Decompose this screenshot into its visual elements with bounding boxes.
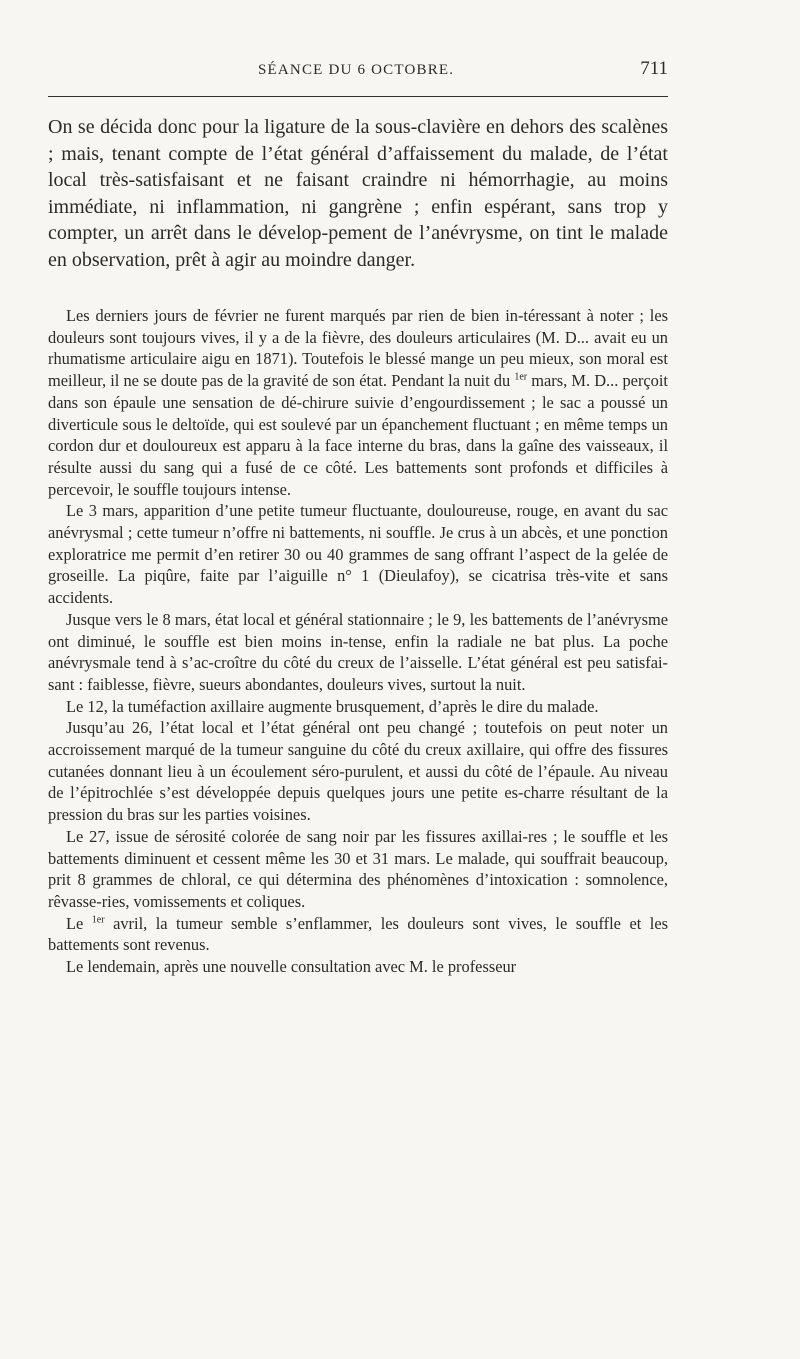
paragraph-text: Le lendemain, après une nouvelle consultation avec M. le professeur xyxy=(66,957,517,977)
paragraph-text: Les derniers jours de février ne furent marqués par rien de bien in-téressant à noter ; les douleurs sont toujours vives, il y a de la fièvre, des douleurs articulaires (M. D... avait eu un rhumatisme articulaire aigu en 1871). Toutefois le blessé mange un peu mieux, son moral est meilleur, il ne se doute pas de la gravité de son état. Pendant la nuit du xyxy=(48,306,668,391)
body-paragraph xyxy=(48,500,668,609)
paragraph-text: Le 27, issue de sérosité colorée de sang noir par les fissures axillai-res ; le souffle et les battements diminuent et cessent même les 30 et 31 mars. Le malade, qui souffrait beaucoup, prit 8 grammes de chloral, ce qui détermina des phénomènes d’intoxication : somnolence, rêvasse-ries, vomissements et coliques. xyxy=(48,826,668,911)
page-number: 711 xyxy=(640,58,668,79)
header-rule xyxy=(48,96,668,97)
lead-paragraph: On se décida donc pour la ligature de la sous-clavière en dehors des scalènes ; mais, tenant compte de l’état général d’affaissement du malade, de l’état local très-satisfaisant et ne faisant craindre ni hémorrhagie, au moins immédiate, ni inflammation, ni gangrène ; enfin espérant, sans trop y compter, un arrêt dans le dévelop-pement de l’anévrysme, on tint le malade en observation, prêt à agir au moindre danger. xyxy=(48,116,668,271)
paragraph-text: Le xyxy=(66,913,92,933)
body-paragraph xyxy=(48,717,668,826)
body-paragraph xyxy=(48,696,668,718)
paragraph-text-continued: mars, M. D... perçoit dans son épaule une sensation de dé-chirure suivie d’engourdissement ; le sac a poussé un diverticule sous le deltoïde, qui est soulevé par un épanchement fluctuant ; en même temps un cordon dur et douloureux est apparu à la face interne du bras, dans la gaîne des vaisseaux, il résulte aussi du sang qui a fusé de ce côté. Les battements sont profonds et difficiles à percevoir, le souffle toujours intense. xyxy=(48,371,668,499)
ordinal-superscript: 1er xyxy=(514,371,528,383)
paragraph-text: Jusqu’au 26, l’état local et l’état général ont peu changé ; toutefois on peut noter un accroissement marqué de la tumeur sanguine du côté du creux axillaire, qui offre des fissures cutanées donnant lieu à un écoulement séro-purulent, et aussi du côté de l’épaule. Au niveau de l’épitrochlée s’est développée depuis quelques jours une petite es-charre résultant de la pression du bras sur les parties voisines. xyxy=(48,718,668,825)
paragraph-text: Jusque vers le 8 mars, état local et général stationnaire ; le 9, les battements de l’anévrysme ont diminué, le souffle est bien moins in-tense, enfin la radiale ne bat plus. La poche anévrysmale tend à s’ac-croître du côté du creux de l’aisselle. L’état général est peu satisfai-sant : faiblesse, fièvre, sueurs abondantes, douleurs vives, surtout la nuit. xyxy=(48,609,668,694)
paragraph-text: Le 3 mars, apparition d’une petite tumeur fluctuante, douloureuse, rouge, en avant du sac anévrysmal ; cette tumeur n’offre ni battements, ni souffle. Je crus à un abcès, et une ponction exploratrice me permit d’en retirer 30 ou 40 grammes de sang offrant l’aspect de la gelée de groseille. La piqûre, faite par l’aiguille n° 1 (Dieulafoy), se cicatrisa très-vite et sans accidents. xyxy=(48,501,668,608)
running-title: SÉANCE DU 6 OCTOBRE. xyxy=(258,62,455,78)
body-text xyxy=(48,305,668,978)
body-paragraph xyxy=(48,826,668,913)
ordinal-superscript: 1er xyxy=(91,914,105,926)
paragraph-text-continued: avril, la tumeur semble s’enflammer, les douleurs sont vives, le souffle et les battements sont revenus. xyxy=(48,913,668,955)
body-paragraph xyxy=(48,913,668,956)
paragraph-text: Le 12, la tuméfaction axillaire augmente brusquement, d’après le dire du malade. xyxy=(66,696,599,716)
body-paragraph xyxy=(48,305,668,500)
running-header xyxy=(48,58,668,84)
body-paragraph xyxy=(48,956,668,978)
body-paragraph xyxy=(48,609,668,696)
